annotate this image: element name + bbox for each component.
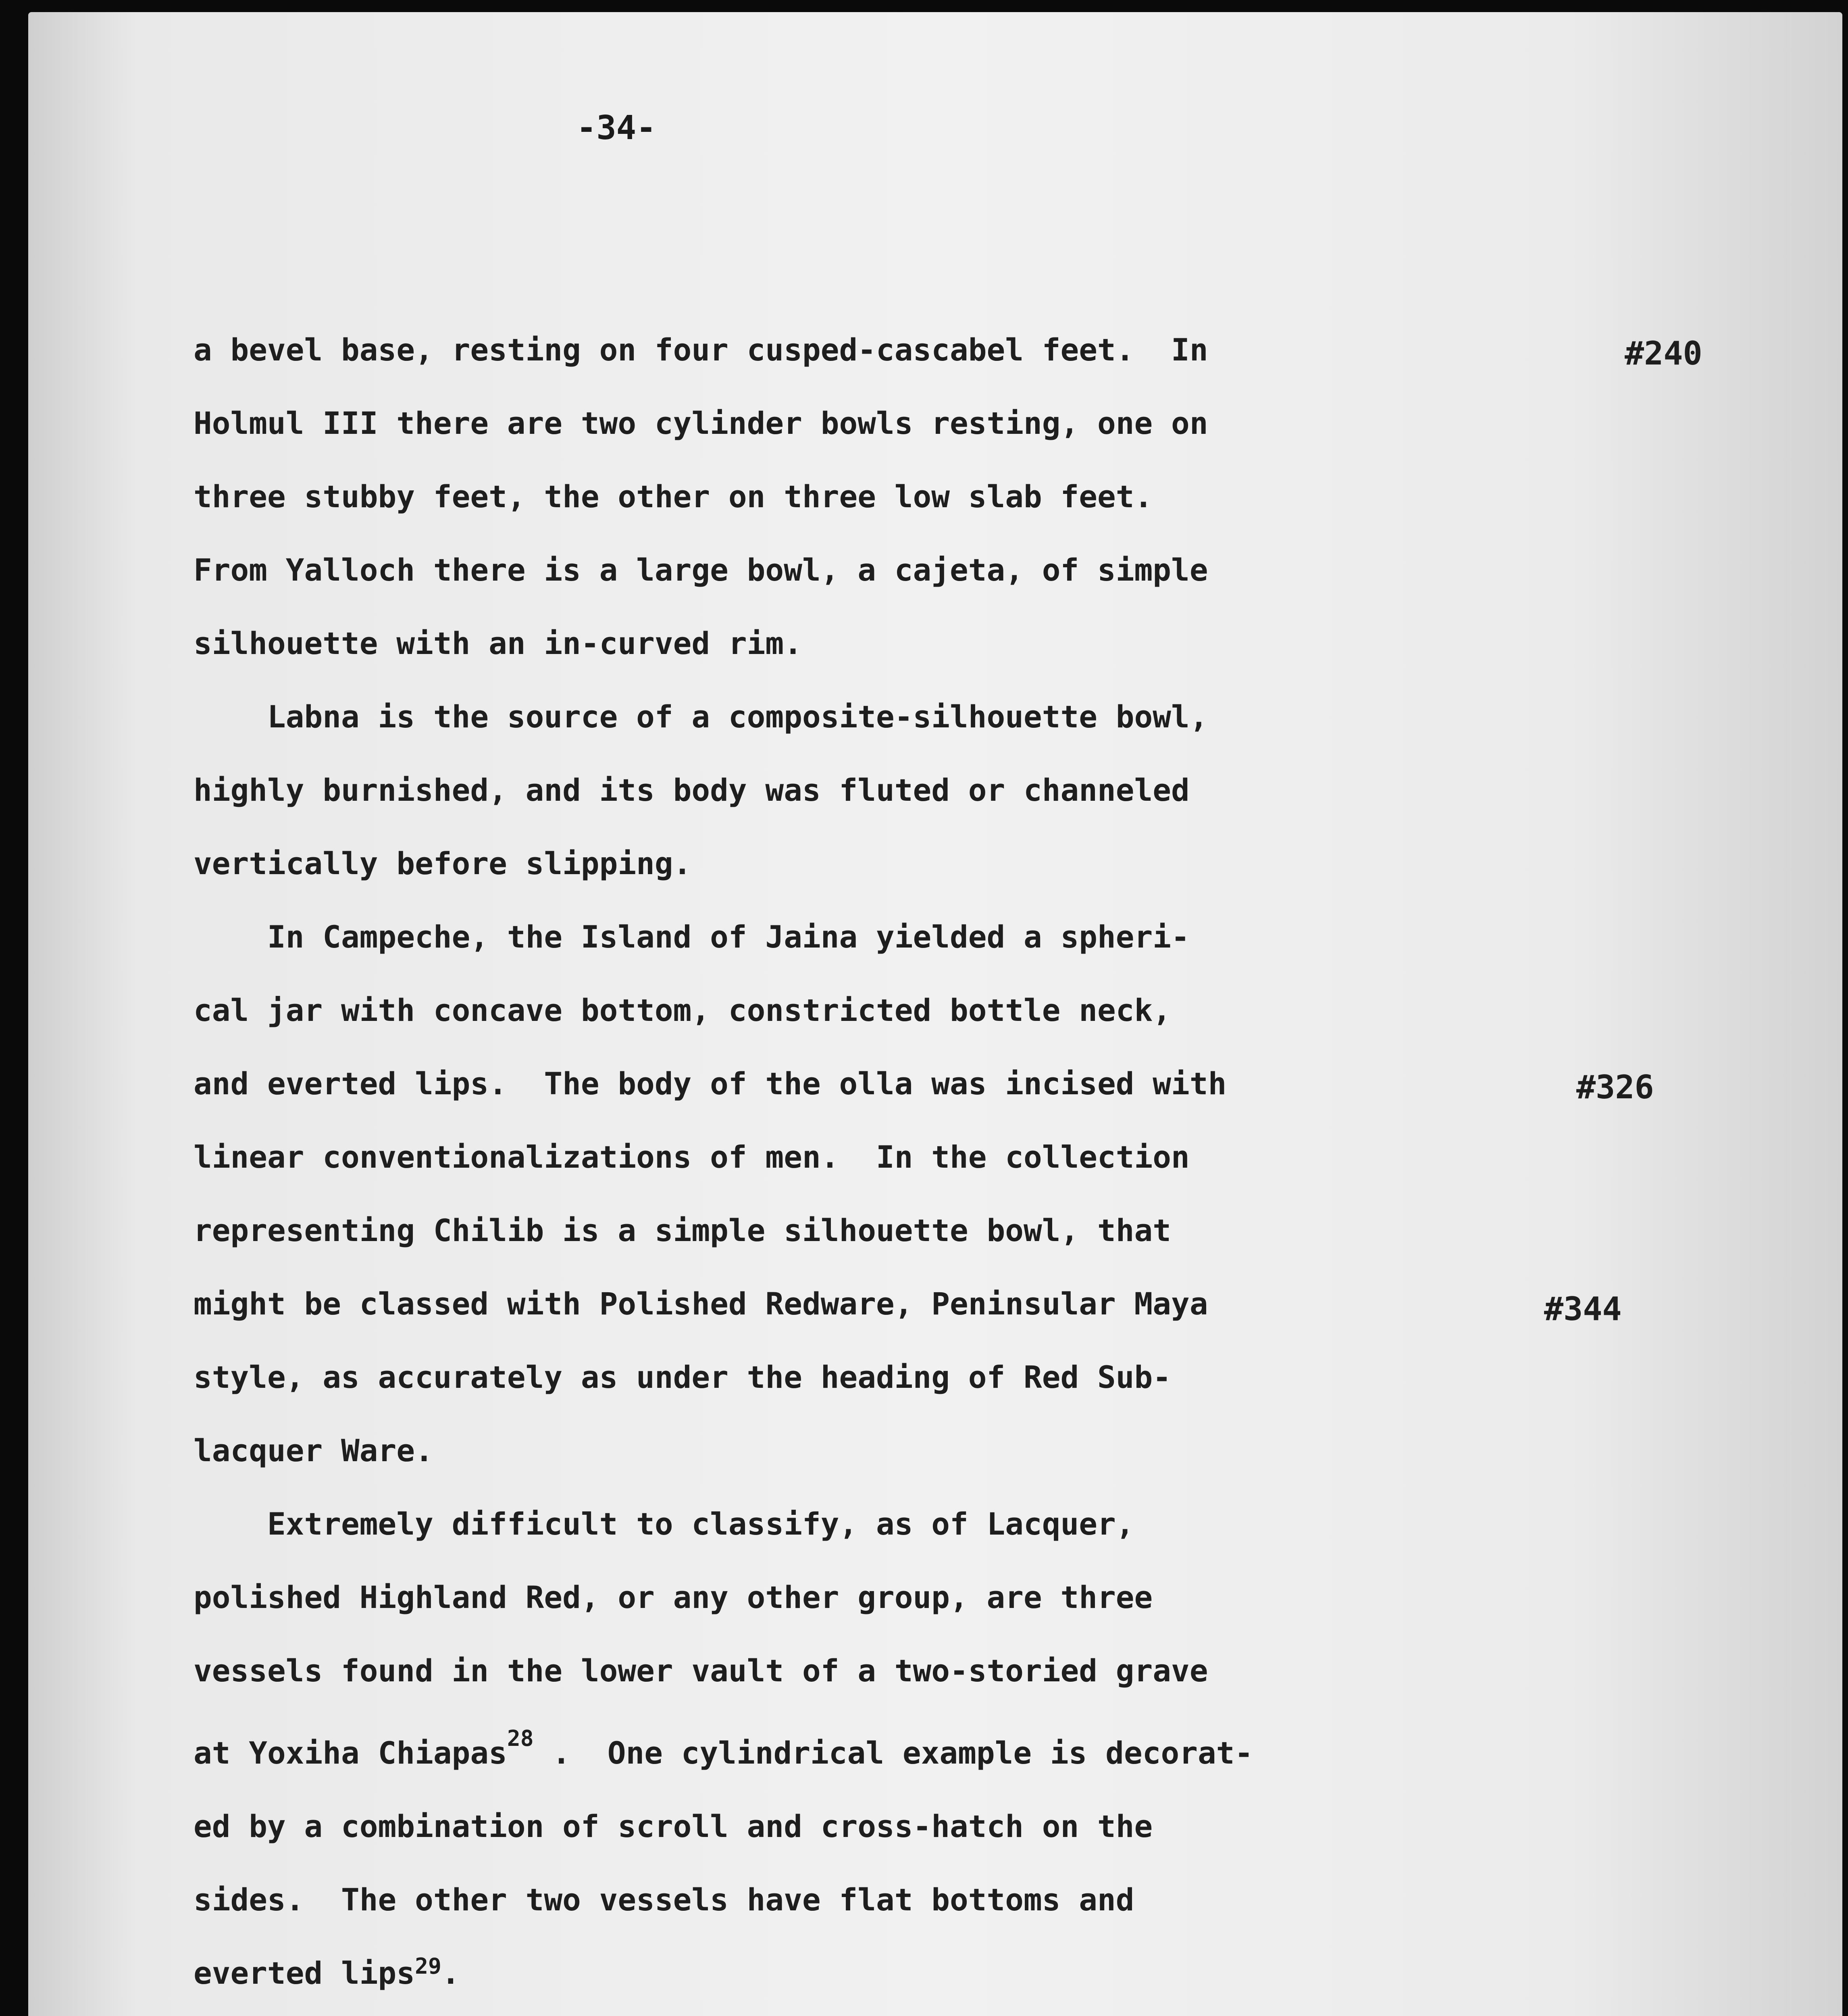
text-line: vessels found in the lower vault of a two-storied grave <box>194 1653 1208 1689</box>
footnote-marker-29: 29 <box>415 1953 441 1979</box>
text-line: polished Highland Red, or any other group, are three <box>194 1579 1153 1615</box>
text-line: From Yalloch there is a large bowl, a cajeta, of simple <box>194 552 1208 588</box>
text-line: In Campeche, the Island of Jaina yielded a spheri- <box>194 919 1190 955</box>
text-segment: . One cylindrical example is decorat- <box>533 1735 1253 1771</box>
text-line: style, as accurately as under the heading of Red Sub- <box>194 1359 1172 1395</box>
footnote-marker-28: 28 <box>507 1725 534 1752</box>
text-line: a bevel base, resting on four cusped-cascabel feet. In <box>194 332 1208 368</box>
text-line: Extremely difficult to classify, as of Lacquer, <box>194 1506 1134 1542</box>
text-segment: everted lips <box>194 1955 415 1991</box>
text-line: ed by a combination of scroll and cross-hatch on the <box>194 1808 1153 1844</box>
text-line-yoxiha <box>194 1725 1253 1771</box>
text-line: Labna is the source of a composite-silhouette bowl, <box>194 699 1208 735</box>
margin-note-240: #240 <box>1625 335 1702 372</box>
text-line: silhouette with an in-curved rim. <box>194 625 802 661</box>
text-line: representing Chilib is a simple silhouette bowl, that <box>194 1212 1172 1248</box>
text-segment: . <box>441 1955 460 1991</box>
text-line: linear conventionalizations of men. In the collection <box>194 1139 1190 1175</box>
text-line-last <box>194 1953 460 1991</box>
text-line: highly burnished, and its body was fluted or channeled <box>194 772 1190 808</box>
text-line: Holmul III there are two cylinder bowls resting, one on <box>194 405 1208 441</box>
margin-note-344: #344 <box>1544 1290 1622 1328</box>
page-number: -34- <box>576 109 656 147</box>
text-line: three stubby feet, the other on three low slab feet. <box>194 479 1153 514</box>
document-page <box>28 12 1842 2016</box>
text-line: lacquer Ware. <box>194 1433 433 1468</box>
text-line: sides. The other two vessels have flat bottoms and <box>194 1882 1134 1918</box>
text-segment: at Yoxiha Chiapas <box>194 1735 507 1771</box>
margin-note-326: #326 <box>1576 1068 1654 1106</box>
text-line: and everted lips. The body of the olla was incised with <box>194 1066 1227 1102</box>
text-line: vertically before slipping. <box>194 846 692 881</box>
text-line: cal jar with concave bottom, constricted bottle neck, <box>194 992 1172 1028</box>
text-line: might be classed with Polished Redware, Peninsular Maya <box>194 1286 1208 1322</box>
